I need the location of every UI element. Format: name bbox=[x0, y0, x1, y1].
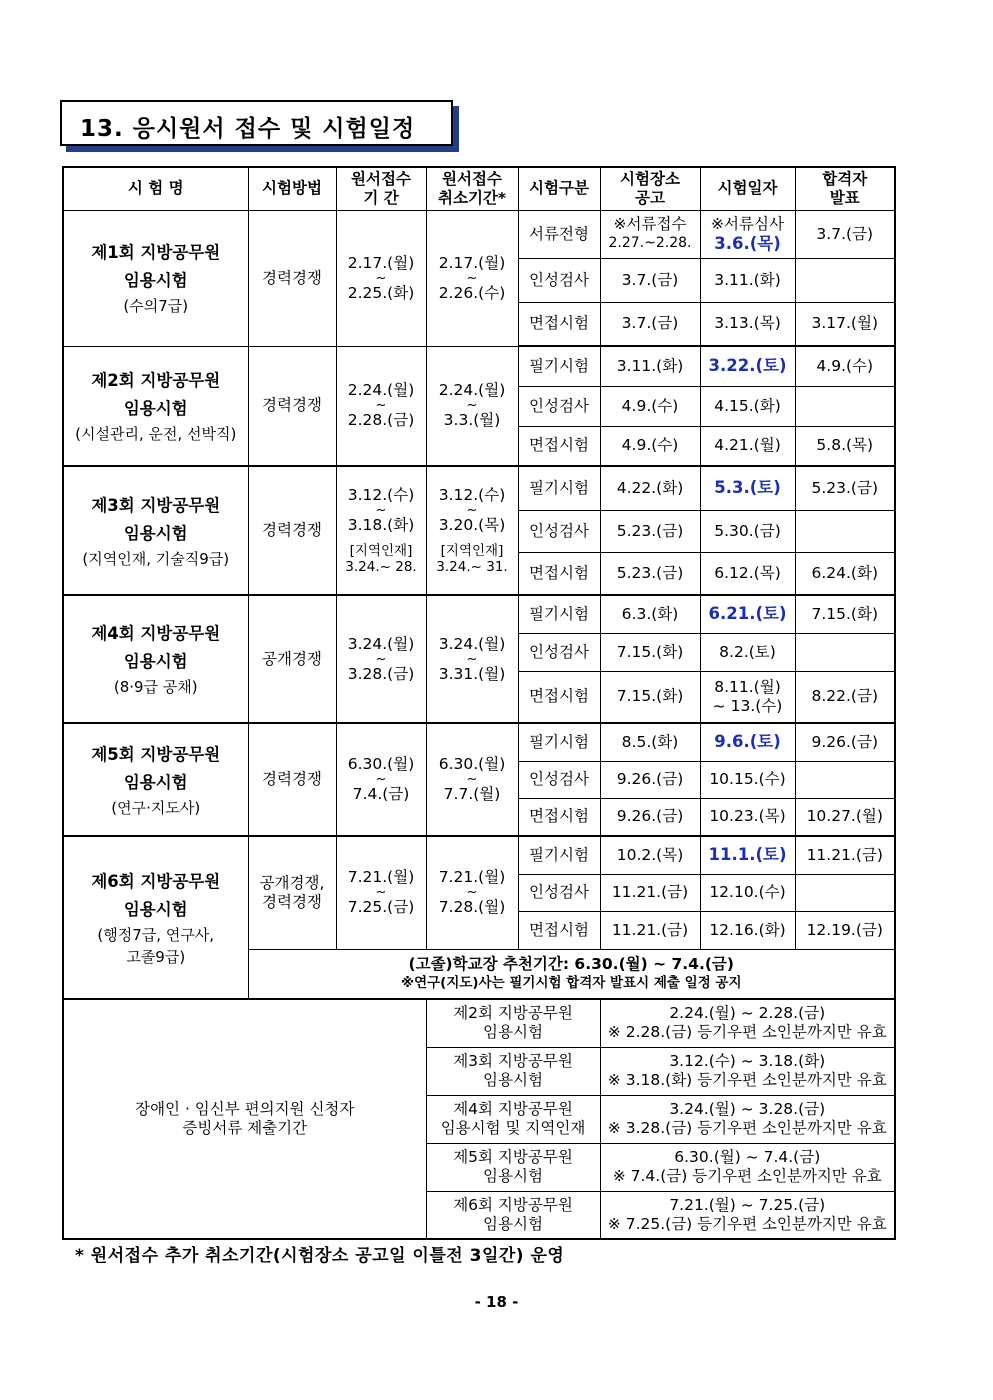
venue-date: ※서류접수 2.27.~2.28. bbox=[600, 210, 700, 258]
exam-2-apply-period: 2.24.(월) ~ 2.28.(금) bbox=[336, 346, 426, 466]
exam-date: 9.6.(토) bbox=[700, 723, 795, 761]
result-date: 6.24.(화) bbox=[795, 552, 895, 595]
header-exam-date: 시험일자 bbox=[700, 167, 795, 210]
disabled-period: 6.30.(월) ~ 7.4.(금) ※ 7.4.(금) 등기우편 소인분까지만 유효 bbox=[600, 1143, 895, 1191]
venue-date: 11.21.(금) bbox=[600, 874, 700, 911]
exam-type: 면접시험 bbox=[518, 671, 600, 723]
exam-type: 면접시험 bbox=[518, 911, 600, 949]
exam-5-row-1 bbox=[63, 723, 895, 761]
exam-type: 필기시험 bbox=[518, 346, 600, 386]
exam-date: 12.16.(화) bbox=[700, 911, 795, 949]
exam-2-row-1 bbox=[63, 346, 895, 386]
venue-date: 11.21.(금) bbox=[600, 911, 700, 949]
venue-date: 8.5.(화) bbox=[600, 723, 700, 761]
result-date bbox=[795, 258, 895, 302]
exam-date: 8.2.(토) bbox=[700, 633, 795, 671]
exam-5-apply-period: 6.30.(월) ~ 7.4.(금) bbox=[336, 723, 426, 836]
disabled-period: 3.12.(수) ~ 3.18.(화) ※ 3.18.(화) 등기우편 소인분까지만 유효 bbox=[600, 1047, 895, 1095]
exam-2-method: 경력경쟁 bbox=[248, 346, 336, 466]
disabled-exam: 제4회 지방공무원 임용시험 및 지역인재 bbox=[426, 1095, 600, 1143]
venue-date: 7.15.(화) bbox=[600, 633, 700, 671]
exam-date: 5.3.(토) bbox=[700, 466, 795, 510]
exam-4-row-1 bbox=[63, 595, 895, 633]
exam-6-name: 제6회 지방공무원 임용시험 (행정7급, 연구사, 고졸9급) bbox=[63, 836, 248, 999]
exam-type: 인성검사 bbox=[518, 258, 600, 302]
result-date bbox=[795, 874, 895, 911]
venue-date: 5.23.(금) bbox=[600, 510, 700, 552]
venue-date: 9.26.(금) bbox=[600, 761, 700, 798]
page-number: - 18 - bbox=[474, 1293, 519, 1311]
result-date: 3.7.(금) bbox=[795, 210, 895, 258]
header-row bbox=[63, 167, 895, 210]
exam-6-row-1 bbox=[63, 836, 895, 874]
exam-type: 인성검사 bbox=[518, 510, 600, 552]
result-date: 11.21.(금) bbox=[795, 836, 895, 874]
result-date: 12.19.(금) bbox=[795, 911, 895, 949]
exam-4-name: 제4회 지방공무원 임용시험 (8·9급 공채) bbox=[63, 595, 248, 723]
venue-date: 3.7.(금) bbox=[600, 258, 700, 302]
exam-schedule-table bbox=[62, 166, 896, 1240]
exam-5-name: 제5회 지방공무원 임용시험 (연구·지도사) bbox=[63, 723, 248, 836]
exam-date: 10.15.(수) bbox=[700, 761, 795, 798]
exam-type: 면접시험 bbox=[518, 552, 600, 595]
exam-type: 필기시험 bbox=[518, 595, 600, 633]
exam-date: 6.12.(목) bbox=[700, 552, 795, 595]
venue-date: 7.15.(화) bbox=[600, 671, 700, 723]
disabled-period: 7.21.(월) ~ 7.25.(금) ※ 7.25.(금) 등기우편 소인분까지만 유효 bbox=[600, 1191, 895, 1239]
section-title: 13. 응시원서 접수 및 시험일정 bbox=[80, 116, 416, 142]
exam-type: 인성검사 bbox=[518, 386, 600, 426]
exam-date: 12.10.(수) bbox=[700, 874, 795, 911]
exam-6-cancel-period: 7.21.(월) ~ 7.28.(월) bbox=[426, 836, 518, 949]
disabled-exam: 제6회 지방공무원 임용시험 bbox=[426, 1191, 600, 1239]
exam-1-row-1 bbox=[63, 210, 895, 258]
exam-1-cancel-period: 2.17.(월) ~ 2.26.(수) bbox=[426, 210, 518, 346]
exam-date: 4.15.(화) bbox=[700, 386, 795, 426]
exam-1-method: 경력경쟁 bbox=[248, 210, 336, 346]
exam-date: 6.21.(토) bbox=[700, 595, 795, 633]
header-result: 합격자 발표 bbox=[795, 167, 895, 210]
exam-1-apply-period: 2.17.(월) ~ 2.25.(화) bbox=[336, 210, 426, 346]
header-venue: 시험장소 공고 bbox=[600, 167, 700, 210]
result-date: 8.22.(금) bbox=[795, 671, 895, 723]
venue-date: 6.3.(화) bbox=[600, 595, 700, 633]
footnote: * 원서접수 추가 취소기간(시험장소 공고일 이틀전 3일간) 운영 bbox=[75, 1246, 565, 1266]
disabled-exam: 제3회 지방공무원 임용시험 bbox=[426, 1047, 600, 1095]
exam-3-method: 경력경쟁 bbox=[248, 466, 336, 595]
exam-4-apply-period: 3.24.(월) ~ 3.28.(금) bbox=[336, 595, 426, 723]
disabled-support-label: 장애인 · 임신부 편의지원 신청자 증빙서류 제출기간 bbox=[63, 999, 426, 1239]
disabled-row-1 bbox=[63, 999, 895, 1047]
disabled-exam: 제2회 지방공무원 임용시험 bbox=[426, 999, 600, 1047]
exam-6-method: 공개경쟁, 경력경쟁 bbox=[248, 836, 336, 949]
result-date: 7.15.(화) bbox=[795, 595, 895, 633]
disabled-period: 2.24.(월) ~ 2.28.(금) ※ 2.28.(금) 등기우편 소인분까지만 유효 bbox=[600, 999, 895, 1047]
venue-date: 3.11.(화) bbox=[600, 346, 700, 386]
venue-date: 5.23.(금) bbox=[600, 552, 700, 595]
exam-1-name: 제1회 지방공무원 임용시험 (수의7급) bbox=[63, 210, 248, 346]
exam-4-cancel-period: 3.24.(월) ~ 3.31.(월) bbox=[426, 595, 518, 723]
result-date: 9.26.(금) bbox=[795, 723, 895, 761]
header-apply-period: 원서접수 기 간 bbox=[336, 167, 426, 210]
exam-3-name: 제3회 지방공무원 임용시험 (지역인재, 기술직9급) bbox=[63, 466, 248, 595]
exam-date: 8.11.(월) ~ 13.(수) bbox=[700, 671, 795, 723]
venue-date: 9.26.(금) bbox=[600, 798, 700, 836]
exam-type: 필기시험 bbox=[518, 723, 600, 761]
exam-3-apply-period: 3.12.(수) ~ 3.18.(화) [지역인재] 3.24.~ 28. bbox=[336, 466, 426, 595]
exam-date: 3.13.(목) bbox=[700, 302, 795, 346]
exam-type: 인성검사 bbox=[518, 761, 600, 798]
venue-date: 4.9.(수) bbox=[600, 386, 700, 426]
result-date: 5.8.(목) bbox=[795, 426, 895, 466]
exam-2-name: 제2회 지방공무원 임용시험 (시설관리, 운전, 선박직) bbox=[63, 346, 248, 466]
exam-3-cancel-period: 3.12.(수) ~ 3.20.(목) [지역인재] 3.24.~ 31. bbox=[426, 466, 518, 595]
result-date bbox=[795, 510, 895, 552]
venue-date: 3.7.(금) bbox=[600, 302, 700, 346]
exam-2-cancel-period: 2.24.(월) ~ 3.3.(월) bbox=[426, 346, 518, 466]
exam-type: 인성검사 bbox=[518, 633, 600, 671]
exam-6-notes: (고졸)학교장 추천기간: 6.30.(월) ~ 7.4.(금) ※연구(지도)사는 필기시험 합격자 발표시 제출 일정 공지 bbox=[248, 949, 895, 999]
venue-date: 4.9.(수) bbox=[600, 426, 700, 466]
section-title-box bbox=[60, 100, 453, 146]
header-exam-name: 시 험 명 bbox=[63, 167, 248, 210]
venue-date: 10.2.(목) bbox=[600, 836, 700, 874]
result-date: 4.9.(수) bbox=[795, 346, 895, 386]
exam-5-method: 경력경쟁 bbox=[248, 723, 336, 836]
exam-date: 11.1.(토) bbox=[700, 836, 795, 874]
exam-5-cancel-period: 6.30.(월) ~ 7.7.(월) bbox=[426, 723, 518, 836]
exam-date: 4.21.(월) bbox=[700, 426, 795, 466]
exam-type: 필기시험 bbox=[518, 466, 600, 510]
exam-date: 3.22.(토) bbox=[700, 346, 795, 386]
exam-date: 10.23.(목) bbox=[700, 798, 795, 836]
result-date bbox=[795, 386, 895, 426]
header-type: 시험구분 bbox=[518, 167, 600, 210]
exam-date: ※서류심사 3.6.(목) bbox=[700, 210, 795, 258]
exam-6-apply-period: 7.21.(월) ~ 7.25.(금) bbox=[336, 836, 426, 949]
disabled-period: 3.24.(월) ~ 3.28.(금) ※ 3.28.(금) 등기우편 소인분까지만 유효 bbox=[600, 1095, 895, 1143]
header-cancel-period: 원서접수 취소기간* bbox=[426, 167, 518, 210]
result-date bbox=[795, 761, 895, 798]
exam-date: 5.30.(금) bbox=[700, 510, 795, 552]
result-date: 3.17.(월) bbox=[795, 302, 895, 346]
exam-date: 3.11.(화) bbox=[700, 258, 795, 302]
exam-4-method: 공개경쟁 bbox=[248, 595, 336, 723]
exam-type: 면접시험 bbox=[518, 798, 600, 836]
disabled-exam: 제5회 지방공무원 임용시험 bbox=[426, 1143, 600, 1191]
venue-date: 4.22.(화) bbox=[600, 466, 700, 510]
exam-3-row-1 bbox=[63, 466, 895, 510]
exam-type: 면접시험 bbox=[518, 302, 600, 346]
result-date: 5.23.(금) bbox=[795, 466, 895, 510]
header-method: 시험방법 bbox=[248, 167, 336, 210]
result-date: 10.27.(월) bbox=[795, 798, 895, 836]
exam-type: 면접시험 bbox=[518, 426, 600, 466]
result-date bbox=[795, 633, 895, 671]
exam-type: 필기시험 bbox=[518, 836, 600, 874]
exam-type: 서류전형 bbox=[518, 210, 600, 258]
exam-type: 인성검사 bbox=[518, 874, 600, 911]
